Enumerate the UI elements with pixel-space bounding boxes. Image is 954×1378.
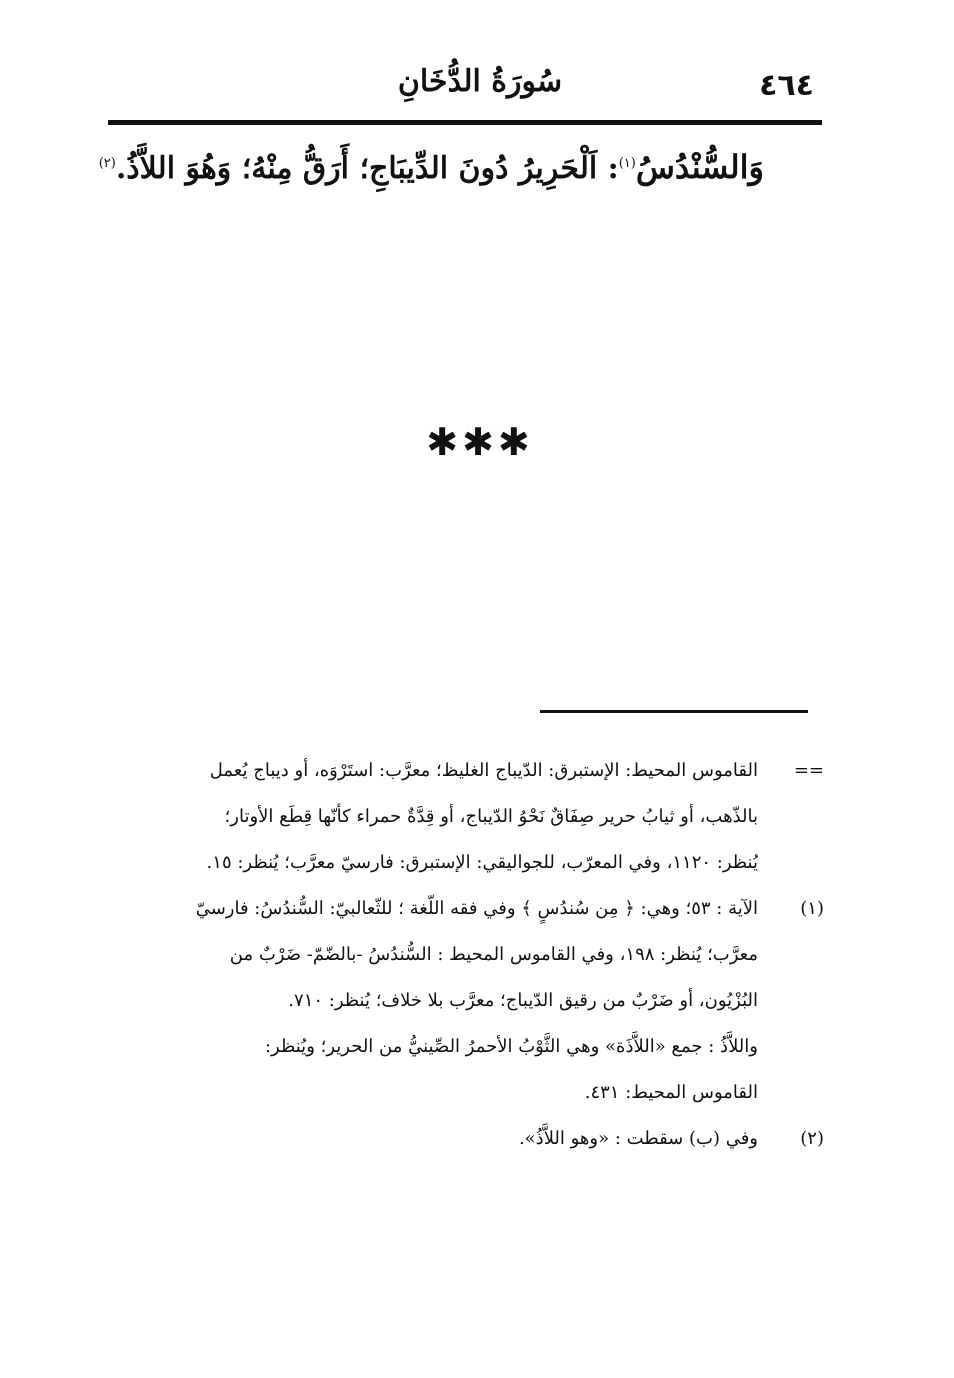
entry-headword: وَالسُّنْدُسُ	[635, 148, 764, 186]
footnote-rule	[540, 710, 808, 713]
continuation-marker: ==	[793, 760, 824, 781]
footnotes-section	[104, 748, 824, 1162]
entry-definition: : اَلْحَرِيرُ دُونَ الدِّيبَاجِ؛ أَرَقُّ مِنْهُ؛ وَهُوَ اللاَّذُ.	[115, 151, 619, 186]
running-title: سُورَةُ الدُّخَانِ	[397, 64, 563, 99]
header-rule	[108, 120, 822, 125]
footnote-1-marker: (١)	[800, 898, 824, 919]
footnote-line: الآية : ٥٣؛ وهي: ﴿ مِن سُندُسٍ ﴾ وفي فقه اللّغة ؛ للثّعالبيّ: السُّندُسُ: فارسيّ	[195, 898, 758, 919]
main-entry	[98, 148, 764, 186]
footnote-ref-2: (٢)	[98, 156, 116, 171]
footnote-line: يُنظر: ١١٢٠، وفي المعرّب، للجواليقي: الإستبرق: فارسيّ معرَّب؛ يُنظر: ١٥.	[206, 852, 758, 873]
footnote-line: معرَّب؛ يُنظر: ١٩٨، وفي القاموس المحيط : السُّندُسُ -بالضّمّ- ضَرْبٌ من	[229, 944, 758, 965]
footnote-2-marker: (٢)	[800, 1128, 824, 1149]
footnote-continuation	[104, 748, 824, 886]
footnote-line: القاموس المحيط: الإستبرق: الدّيباج الغليظ؛ معرَّب: استَرْوَه، أو ديباج يُعمل	[209, 760, 758, 781]
footnote-1	[104, 886, 824, 1116]
page-number: ٤٦٤	[759, 68, 814, 103]
footnote-line: وفي (ب) سقطت : «وهو اللاَّذُ».	[518, 1128, 758, 1149]
footnote-line: واللاَّذُ : جمع «اللاَّذَة» وهي الثَّوْبُ الأحمرُ الصِّينيُّ من الحرير؛ ويُنظر:	[264, 1036, 758, 1057]
footnote-line: البُزْيُون، أو ضَرْبٌ من رقيق الدّيباج؛ معرَّب بلا خلاف؛ يُنظر: ٧١٠.	[288, 990, 758, 1011]
footnote-2	[104, 1116, 824, 1162]
footnote-line: القاموس المحيط: ٤٣١.	[584, 1082, 758, 1103]
section-separator: ✱✱✱	[426, 420, 534, 464]
footnote-ref-1: (١)	[618, 156, 636, 171]
footnote-line: بالذّهب، أو ثيابُ حرير صِفَاقٌ نَحْوُ الدّيباج، أو قِدَّةٌ حمراء كأنّها قِطَع الأوتار؛	[224, 806, 758, 827]
